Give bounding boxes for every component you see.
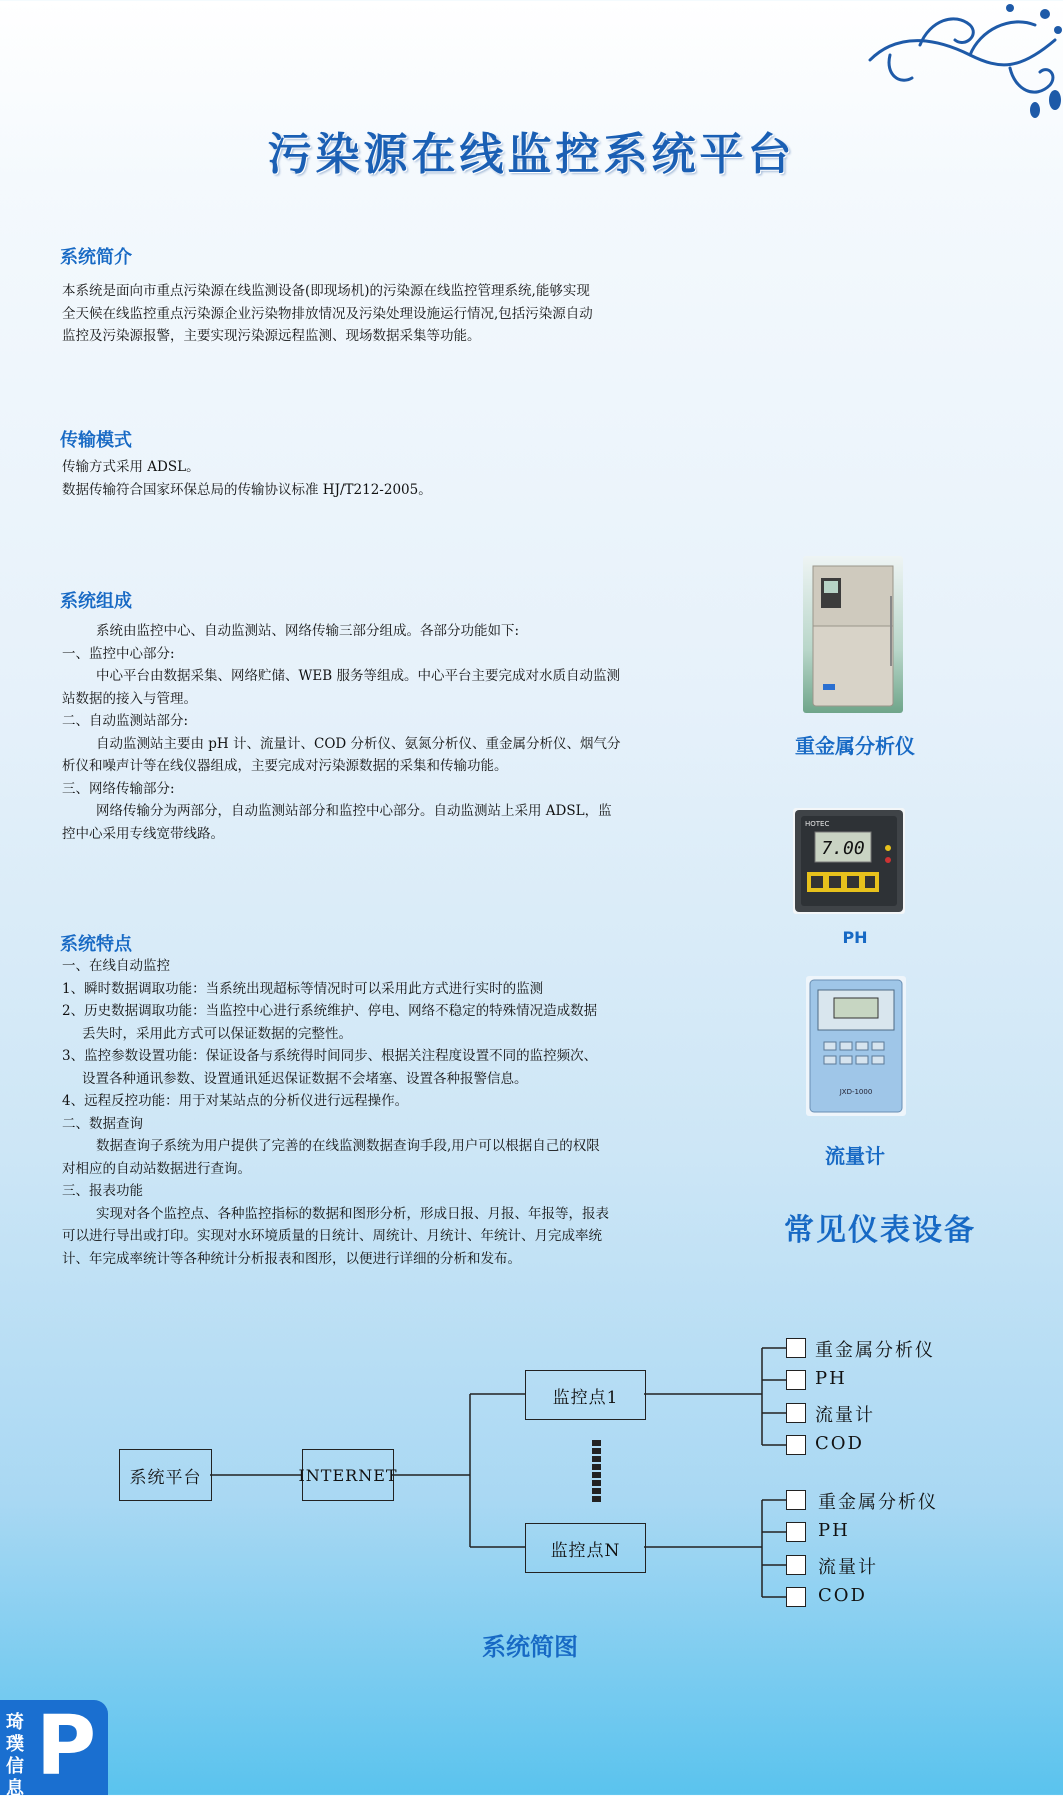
text-line: 数据查询子系统为用户提供了完善的在线监测数据查询手段,用户可以根据自己的权限 xyxy=(96,1138,600,1154)
text-line: 监控及污染源报警，主要实现污染源远程监测、现场数据采集等功能。 xyxy=(62,328,481,344)
text-line: 传输方式采用 ADSL。 xyxy=(62,459,200,475)
text-line: 数据传输符合国家环保总局的传输协议标准 HJ/T212-2005。 xyxy=(62,481,432,498)
option-label: 重金属分析仪 xyxy=(818,1492,938,1513)
option-label: PH xyxy=(815,1368,847,1389)
flow-meter-model: JXD-1000 xyxy=(839,1088,873,1096)
option-label: COD xyxy=(815,1433,864,1454)
option-label: COD xyxy=(818,1585,867,1606)
monitor-point-1-box: 监控点1 xyxy=(525,1370,646,1420)
text-line: 可以进行导出或打印。实现对水环境质量的日统计、周统计、月统计、年统计、月完成率统 xyxy=(62,1228,602,1244)
text-line: 2、历史数据调取功能：当监控中心进行系统维护、停电、网络不稳定的特殊情况造成数据 xyxy=(62,1003,598,1019)
section-heading-intro: 系统简介 xyxy=(60,247,132,268)
section-body-transmission xyxy=(62,456,672,501)
text-line: 丢失时，采用此方式可以保证数据的完整性。 xyxy=(82,1025,352,1042)
checkbox[interactable] xyxy=(786,1522,806,1542)
text-line: 系统由监控中心、自动监测站、网络传输三部分组成。各部分功能如下: xyxy=(96,623,520,639)
option-label: PH xyxy=(818,1520,850,1541)
option-label: 流量计 xyxy=(815,1405,875,1426)
section-body-features xyxy=(62,955,672,1270)
checkbox[interactable] xyxy=(786,1435,806,1455)
page-title: 污染源在线监控系统平台 xyxy=(267,129,796,180)
devices-heading: 常见仪表设备 xyxy=(784,1213,976,1248)
device-caption-ph: PH xyxy=(842,928,868,947)
text-line: 实现对各个监控点、各种监控指标的数据和图形分析，形成日报、月报、年报等，报表 xyxy=(96,1205,609,1222)
text-line: 全天候在线监控重点污染源企业污染物排放情况及污染处理设施运行情况,包括污染源自动 xyxy=(62,305,593,322)
section-heading-composition: 系统组成 xyxy=(60,591,132,612)
text-line: 三、报表功能 xyxy=(62,1183,143,1199)
text-line: 1、瞬时数据调取功能：当系统出现超标等情况时可以采用此方式进行实时的监测 xyxy=(62,980,544,997)
text-line: 本系统是面向市重点污染源在线监测设备(即现场机)的污染源在线监控管理系统,能够实现 xyxy=(62,283,590,299)
text-line: 设置各种通讯参数、设置通讯延迟保证数据不会堵塞、设置各种报警信息。 xyxy=(82,1070,528,1087)
ph-meter-reading: 7.00 xyxy=(821,838,865,859)
company-logo xyxy=(0,1699,108,1799)
text-line: 3、监控参数设置功能：保证设备与系统得时间同步、根据关注程度设置不同的监控频次、 xyxy=(62,1048,598,1064)
text-line: 对相应的自动站数据进行查询。 xyxy=(62,1160,251,1177)
text-line: 一、在线自动监控 xyxy=(62,958,170,974)
section-heading-features: 系统特点 xyxy=(60,934,132,955)
logo-letter: P xyxy=(36,1699,97,1794)
checkbox[interactable] xyxy=(786,1403,806,1423)
text-line: 网络传输分为两部分，自动监测站部分和监控中心部分。自动监测站上采用 ADSL，监 xyxy=(96,803,612,819)
checkbox[interactable] xyxy=(786,1490,806,1510)
text-line: 控中心采用专线宽带线路。 xyxy=(62,825,224,842)
section-body-intro xyxy=(62,280,672,348)
checkbox[interactable] xyxy=(786,1587,806,1607)
text-line: 三、网络传输部分: xyxy=(62,780,175,797)
checkbox[interactable] xyxy=(786,1555,806,1575)
section-heading-transmission: 传输模式 xyxy=(60,430,132,451)
ph-meter-brand: HOTEC xyxy=(805,820,830,828)
decorative-swirl xyxy=(860,0,1063,125)
text-line: 中心平台由数据采集、网络贮储、WEB 服务等组成。中心平台主要完成对水质自动监测 xyxy=(96,668,620,684)
text-line: 析仪和噪声计等在线仪器组成，主要完成对污染源数据的采集和传输功能。 xyxy=(62,758,508,774)
system-platform-box: 系统平台 xyxy=(119,1449,212,1501)
device-caption-heavy-metal: 重金属分析仪 xyxy=(795,734,915,758)
logo-text: 琦璞信息 xyxy=(6,1712,24,1799)
diagram-caption: 系统简图 xyxy=(482,1633,578,1661)
text-line: 4、远程反控功能：用于对某站点的分析仪进行远程操作。 xyxy=(62,1093,409,1109)
text-line: 二、自动监测站部分: xyxy=(62,713,189,729)
flow-meter-image xyxy=(806,976,906,1116)
internet-box: INTERNET xyxy=(302,1449,394,1501)
text-line: 站数据的接入与管理。 xyxy=(62,690,197,707)
text-line: 计、年完成率统计等各种统计分析报表和图形，以便进行详细的分析和发布。 xyxy=(62,1250,521,1267)
section-body-composition xyxy=(62,620,672,845)
heavy-metal-analyzer-image xyxy=(803,556,903,713)
monitor-point-n-box: 监控点N xyxy=(525,1523,646,1573)
text-line: 一、监控中心部分: xyxy=(62,645,175,662)
checkbox[interactable] xyxy=(786,1370,806,1390)
device-caption-flow-meter: 流量计 xyxy=(825,1144,885,1168)
ph-meter-image xyxy=(793,808,905,914)
option-label: 重金属分析仪 xyxy=(815,1340,935,1361)
text-line: 二、数据查询 xyxy=(62,1115,143,1132)
text-line: 自动监测站主要由 pH 计、流量计、COD 分析仪、氨氮分析仪、重金属分析仪、烟气分 xyxy=(96,735,621,752)
option-label: 流量计 xyxy=(818,1557,878,1578)
checkbox[interactable] xyxy=(786,1338,806,1358)
